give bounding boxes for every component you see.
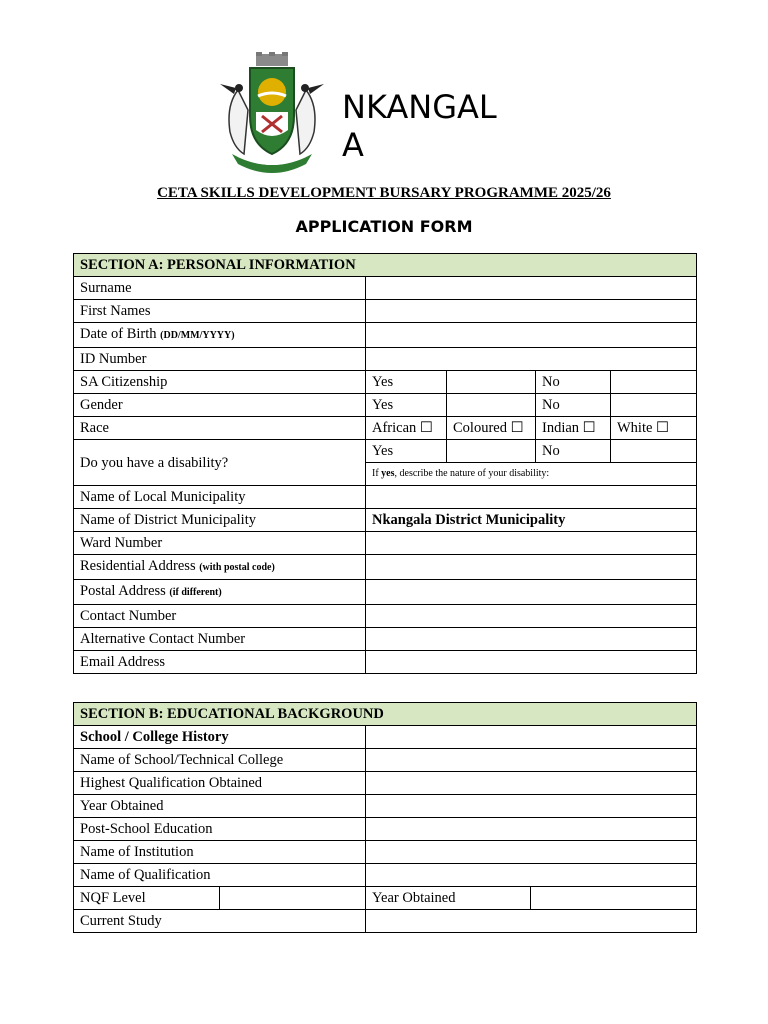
residential-row [74,555,697,580]
nqf-year-field[interactable] [531,887,697,910]
id-number-row [74,348,697,371]
gender-label: Gender [74,394,366,417]
nqf-year-label: Year Obtained [366,887,531,910]
surname-row [74,277,697,300]
form-title: APPLICATION FORM [295,217,473,236]
dob-label [74,323,366,348]
institution-row [74,841,697,864]
school-history-label: School / College History [74,726,366,749]
dob-field[interactable] [366,323,697,348]
disability-no-label: No [536,440,611,463]
programme-title: CETA SKILLS DEVELOPMENT BURSARY PROGRAMME 2025/26 [157,185,611,201]
gender-row [74,394,697,417]
local-municipality-field[interactable] [366,486,697,509]
citizenship-yes-label: Yes [366,371,447,394]
email-label: Email Address [74,651,366,674]
highest-qualification-label: Highest Qualification Obtained [74,772,366,795]
email-field[interactable] [366,651,697,674]
institution-field[interactable] [366,841,697,864]
nqf-row [74,887,697,910]
year-obtained-row [74,795,697,818]
disability-row [74,440,697,463]
post-school-field[interactable] [366,818,697,841]
current-study-row [74,910,697,933]
postal-hint: (if different) [169,587,222,598]
district-municipality-row [74,509,697,532]
school-name-row [74,749,697,772]
race-option-indian[interactable]: Indian ☐ [536,417,611,440]
current-study-field[interactable] [366,910,697,933]
citizenship-no-field[interactable] [611,371,697,394]
surname-label: Surname [74,277,366,300]
section-a-table [73,253,697,674]
disability-yes-label: Yes [366,440,447,463]
residential-field[interactable] [366,555,697,580]
surname-field[interactable] [366,277,697,300]
gender-no-field[interactable] [611,394,697,417]
local-municipality-label: Name of Local Municipality [74,486,366,509]
qualification-field[interactable] [366,864,697,887]
disability-note-post: , describe the nature of your disability: [394,468,550,479]
alt-contact-row [74,628,697,651]
section-b-title: SECTION B: EDUCATIONAL BACKGROUND [74,703,697,726]
race-option-white[interactable]: White ☐ [611,417,697,440]
nqf-label: NQF Level [74,887,220,910]
citizenship-row [74,371,697,394]
ward-label: Ward Number [74,532,366,555]
disability-yes-field[interactable] [447,440,536,463]
dob-label-text: Date of Birth [80,326,157,342]
contact-field[interactable] [366,605,697,628]
year-obtained-label: Year Obtained [74,795,366,818]
school-history-field[interactable] [366,726,697,749]
section-a-title: SECTION A: PERSONAL INFORMATION [74,254,697,277]
first-names-label: First Names [74,300,366,323]
qualification-row [74,864,697,887]
contact-row [74,605,697,628]
institution-label: Name of Institution [74,841,366,864]
postal-row [74,580,697,605]
gender-yes-label: Yes [366,394,447,417]
alt-contact-label: Alternative Contact Number [74,628,366,651]
post-school-row [74,818,697,841]
qualification-label: Name of Qualification [74,864,366,887]
residential-label-text: Residential Address [80,558,196,574]
highest-qualification-row [74,772,697,795]
disability-no-field[interactable] [611,440,697,463]
dob-hint: (DD/MM/YYYY) [160,330,235,341]
postal-field[interactable] [366,580,697,605]
disability-note-pre: If [372,468,382,479]
section-b-table [73,702,697,933]
residential-hint: (with postal code) [199,562,275,573]
nqf-field[interactable] [220,887,366,910]
disability-label: Do you have a disability? [74,440,366,486]
district-municipality-label: Name of District Municipality [74,509,366,532]
race-option-african[interactable]: African ☐ [366,417,447,440]
brand-name: NKANGALA [342,88,497,164]
school-name-label: Name of School/Technical College [74,749,366,772]
local-municipality-row [74,486,697,509]
year-obtained-field[interactable] [366,795,697,818]
race-row [74,417,697,440]
first-names-row [74,300,697,323]
disability-note-bold: yes [381,468,395,479]
highest-qualification-field[interactable] [366,772,697,795]
id-number-field[interactable] [366,348,697,371]
citizenship-no-label: No [536,371,611,394]
post-school-label: Post-School Education [74,818,366,841]
id-number-label: ID Number [74,348,366,371]
citizenship-label: SA Citizenship [74,371,366,394]
citizenship-yes-field[interactable] [447,371,536,394]
current-study-label: Current Study [74,910,366,933]
residential-label [74,555,366,580]
district-municipality-value: Nkangala District Municipality [366,509,697,532]
gender-yes-field[interactable] [447,394,536,417]
school-history-row [74,726,697,749]
alt-contact-field[interactable] [366,628,697,651]
document-header [0,0,768,240]
dob-row [74,323,697,348]
race-label: Race [74,417,366,440]
email-row [74,651,697,674]
contact-label: Contact Number [74,605,366,628]
postal-label-text: Postal Address [80,583,166,599]
ward-row [74,532,697,555]
first-names-field[interactable] [366,300,697,323]
disability-description-field[interactable] [366,463,697,486]
crest-icon [208,50,336,176]
race-option-coloured[interactable]: Coloured ☐ [447,417,536,440]
school-name-field[interactable] [366,749,697,772]
gender-no-label: No [536,394,611,417]
ward-field[interactable] [366,532,697,555]
postal-label [74,580,366,605]
